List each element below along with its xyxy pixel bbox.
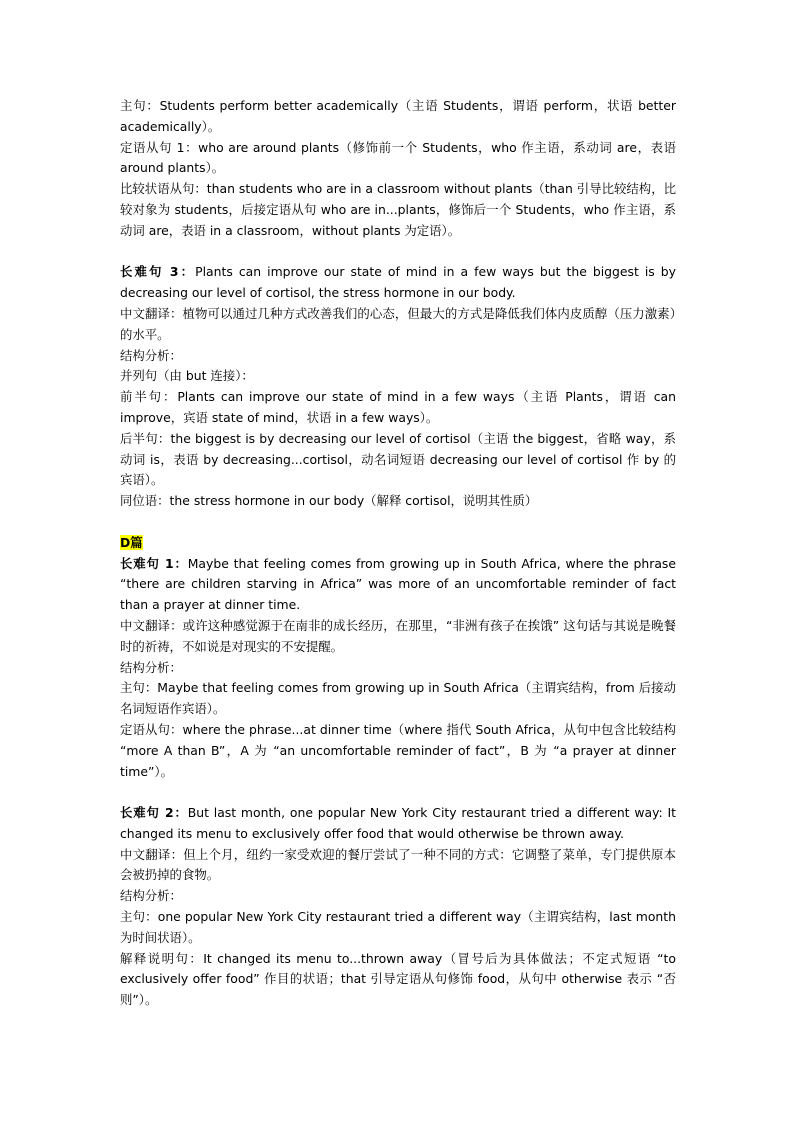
sentence-text: Plants can improve our state of mind in a few ways but the biggest is by decreasing our level of cortisol, the stress hormone in our body. [120,264,677,301]
structure-heading: 结构分析： [120,659,182,675]
analysis-line: 前半句：Plants can improve our state of mind in a few ways（主语 Plants，谓语 can improve，宾语 state of mind，状语 in a few ways）。 [120,389,676,425]
sentence-text: But last month, one popular New York City restaurant tried a different way: It changed its menu to exclusively offer food that would otherwise be thrown away. [120,805,677,841]
analysis-line: 主句：Maybe that feeling comes from growing up in South Africa（主谓宾结构，from 后接动名词短语作宾语）。 [120,680,676,717]
analysis-line: 后半句：the biggest is by decreasing our level of cortisol（主语 the biggest，省略 way，系动词 is，表语 by decreasing...cortisol，动名词短语 decreasing our level of cortisol 作 by 的宾语）。 [120,430,676,488]
highlighted-heading: D篇 [120,534,143,550]
translation-line: 中文翻译：但上个月，纽约一家受欢迎的餐厅尝试了一种不同的方式：它调整了菜单，专门提供原本会被扔掉的食物。 [120,846,676,883]
long-sentence-3 [120,262,676,304]
sentence-text: Maybe that feeling comes from growing up in South Africa, where the phrase “there are children starving in Africa” was more of an uncomfortable reminder of fact than a prayer at dinner time. [120,555,677,613]
comparative-clause-line: 比较状语从句：than students who are in a classroom without plants（than 引导比较结构，比较对象为 students，后接定语从句 who are in...plants，修饰后一个 Students，who 作主语，系动词 are，表语 in a classroom，without plants 为定语）。 [120,181,676,238]
analysis-line: 解释说明句：It changed its menu to...thrown away（冒号后为具体做法；不定式短语 “to exclusively offer food” 作目的状语；that 引导定语从句修饰 food，从句中 otherwise 表示 “否则”）。 [120,950,676,1008]
analysis-line: 同位语：the stress hormone in our body（解释 cortisol，说明其性质） [120,493,538,509]
sentence-label: 长难句 2： [120,805,188,821]
structure-heading: 结构分析： [120,888,182,904]
blank-line [120,512,676,533]
long-sentence-1 [120,554,676,616]
sentence-label: 长难句 3： [120,264,196,280]
sentence-label: 长难句 1： [120,555,188,571]
blank-line [120,782,676,803]
analysis-line: 定语从句：where the phrase...at dinner time（where 指代 South Africa，从句中包含比较结构 “more A than B”，A 为 “an uncomfortable reminder of fact”，B 为 “a prayer at dinner time”）。 [120,721,676,779]
translation-line: 中文翻译：或许这种感觉源于在南非的成长经历，在那里，“非洲有孩子在挨饿” 这句话与其说是晚餐时的祈祷，不如说是对现实的不安提醒。 [120,617,676,654]
long-sentence-2 [120,803,676,845]
analysis-line: 主句：one popular New York City restaurant tried a different way（主谓宾结构，last month 为时间状语）。 [120,909,676,945]
translation-line: 中文翻译：植物可以通过几种方式改善我们的心态，但最大的方式是降低我们体内皮质醇（压力激素）的水平。 [120,305,676,342]
attributive-clause-line: 定语从句 1：who are around plants（修饰前一个 Students，who 作主语，系动词 are，表语 around plants）。 [120,139,676,176]
main-clause-line: 主句：Students perform better academically（主语 Students，谓语 perform，状语 better academically）。 [120,98,676,134]
section-heading [120,533,676,554]
structure-heading: 结构分析： [120,347,182,363]
analysis-line: 并列句（由 but 连接）： [120,368,254,384]
blank-line [120,242,676,263]
document-page [120,96,676,1011]
